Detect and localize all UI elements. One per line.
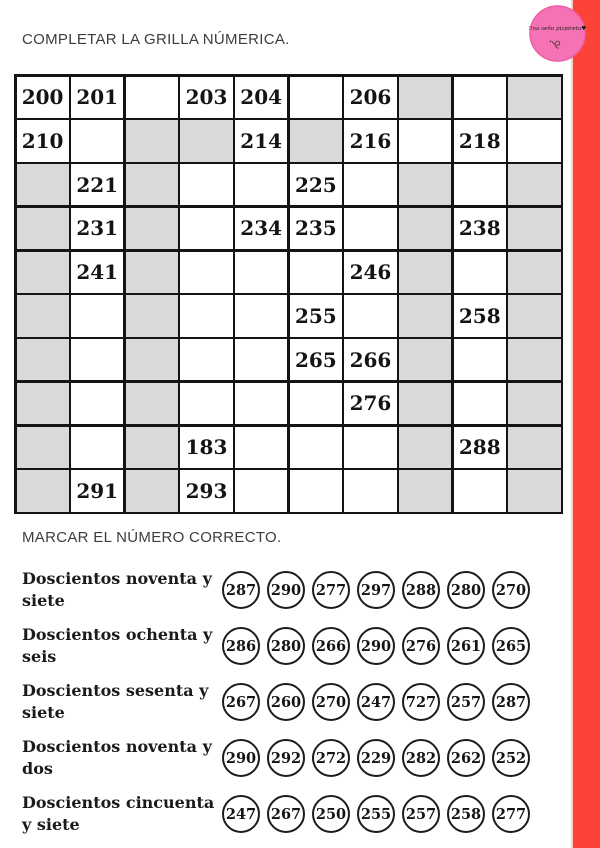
exercise-options (222, 627, 530, 665)
option-circle-250[interactable]: 250 (312, 795, 350, 833)
exercise-options (222, 571, 530, 609)
grid-cell-r4-c9: 238 (454, 208, 506, 249)
option-circle-727[interactable]: 727 (402, 683, 440, 721)
grid-cell-r8-c8[interactable] (399, 383, 451, 424)
option-circle-282[interactable]: 282 (402, 739, 440, 777)
grid-cell-r7-c9[interactable] (454, 339, 506, 380)
exercise-label: Doscientos cincuenta y siete (22, 792, 215, 834)
grid-cell-r2-c5: 214 (235, 120, 287, 161)
grid-cell-r8-c2[interactable] (71, 383, 123, 424)
exercise-label: Doscientos noventa y dos (22, 736, 212, 778)
grid-cell-r4-c10[interactable] (508, 208, 560, 249)
option-circle-257[interactable]: 257 (447, 683, 485, 721)
option-circle-280[interactable]: 280 (267, 627, 305, 665)
grid-cell-r7-c4[interactable] (180, 339, 232, 380)
option-circle-272[interactable]: 272 (312, 739, 350, 777)
grid-cell-r6-c5[interactable] (235, 295, 287, 336)
option-circle-288[interactable]: 288 (402, 571, 440, 609)
option-circle-287[interactable]: 287 (492, 683, 530, 721)
grid-cell-r3-c9[interactable] (454, 164, 506, 205)
grid-cell-r6-c10[interactable] (508, 295, 560, 336)
grid-cell-r9-c8[interactable] (399, 427, 451, 468)
teacher-logo-badge (529, 5, 586, 62)
grid-cell-r10-c7[interactable] (344, 470, 396, 511)
option-circle-266[interactable]: 266 (312, 627, 350, 665)
option-circle-292[interactable]: 292 (267, 739, 305, 777)
exercise-options (222, 795, 530, 833)
option-circle-277[interactable]: 277 (492, 795, 530, 833)
grid-cell-r7-c3[interactable] (126, 339, 178, 380)
grid-cell-r5-c5[interactable] (235, 252, 287, 293)
grid-cell-r2-c10[interactable] (508, 120, 560, 161)
option-circle-260[interactable]: 260 (267, 683, 305, 721)
grid-cell-r4-c4[interactable] (180, 208, 232, 249)
grid-cell-r2-c8[interactable] (399, 120, 451, 161)
grid-cell-r6-c7[interactable] (344, 295, 396, 336)
logo-signature-dot (550, 40, 552, 42)
grid-cell-r4-c8[interactable] (399, 208, 451, 249)
grid-cell-r7-c5[interactable] (235, 339, 287, 380)
grid-cell-r10-c9[interactable] (454, 470, 506, 511)
option-circle-255[interactable]: 255 (357, 795, 395, 833)
option-circle-257[interactable]: 257 (402, 795, 440, 833)
grid-cell-r6-c1[interactable] (17, 295, 69, 336)
grid-cell-r8-c5[interactable] (235, 383, 287, 424)
option-circle-287[interactable]: 287 (222, 571, 260, 609)
grid-cell-r10-c1[interactable] (17, 470, 69, 511)
grid-cell-r1-c4: 203 (180, 77, 232, 118)
exercise-row-1 (22, 562, 552, 618)
option-circle-277[interactable]: 277 (312, 571, 350, 609)
grid-cell-r2-c7: 216 (344, 120, 396, 161)
grid-section-title: COMPLETAR LA GRILLA NÚMERICA. (22, 31, 290, 48)
grid-cell-r9-c3[interactable] (126, 427, 178, 468)
grid-cell-r5-c9[interactable] (454, 252, 506, 293)
grid-cell-r7-c1[interactable] (17, 339, 69, 380)
grid-cell-r10-c3[interactable] (126, 470, 178, 511)
grid-cell-r6-c8[interactable] (399, 295, 451, 336)
grid-cell-r5-c6[interactable] (290, 252, 342, 293)
option-circle-229[interactable]: 229 (357, 739, 395, 777)
grid-cell-r5-c8[interactable] (399, 252, 451, 293)
grid-cell-r5-c1[interactable] (17, 252, 69, 293)
exercise-row-5 (22, 786, 552, 842)
option-circle-290[interactable]: 290 (267, 571, 305, 609)
number-grid (14, 74, 563, 514)
grid-cell-r3-c4[interactable] (180, 164, 232, 205)
grid-cell-r5-c2: 241 (71, 252, 123, 293)
grid-cell-r2-c1: 210 (17, 120, 69, 161)
option-circle-247[interactable]: 247 (357, 683, 395, 721)
option-circle-280[interactable]: 280 (447, 571, 485, 609)
grid-cell-r1-c5: 204 (235, 77, 287, 118)
grid-cell-r1-c1: 200 (17, 77, 69, 118)
grid-cell-r7-c2[interactable] (71, 339, 123, 380)
exercise-row-2 (22, 618, 552, 674)
grid-cell-r1-c9[interactable] (454, 77, 506, 118)
grid-cell-r1-c3[interactable] (126, 77, 178, 118)
grid-cell-r4-c1[interactable] (17, 208, 69, 249)
grid-cell-r4-c6: 235 (290, 208, 342, 249)
grid-cell-r7-c8[interactable] (399, 339, 451, 380)
grid-cell-r8-c7: 276 (344, 383, 396, 424)
grid-cell-r8-c3[interactable] (126, 383, 178, 424)
exercise-label: Doscientos sesenta y siete (22, 680, 209, 722)
option-circle-267[interactable]: 267 (267, 795, 305, 833)
grid-cell-r5-c4[interactable] (180, 252, 232, 293)
grid-cell-r10-c2: 291 (71, 470, 123, 511)
grid-cell-r2-c2[interactable] (71, 120, 123, 161)
grid-cell-r9-c2[interactable] (71, 427, 123, 468)
option-circle-261[interactable]: 261 (447, 627, 485, 665)
option-circle-247[interactable]: 247 (222, 795, 260, 833)
option-circle-290[interactable]: 290 (357, 627, 395, 665)
grid-cell-r1-c8[interactable] (399, 77, 451, 118)
grid-cell-r3-c1[interactable] (17, 164, 69, 205)
exercise-row-4 (22, 730, 552, 786)
grid-cell-r1-c2: 201 (71, 77, 123, 118)
grid-cell-r8-c9[interactable] (454, 383, 506, 424)
exercise-options (222, 739, 530, 777)
grid-cell-r2-c3[interactable] (126, 120, 178, 161)
grid-cell-r2-c6[interactable] (290, 120, 342, 161)
grid-cell-r3-c2: 221 (71, 164, 123, 205)
teacher-logo (529, 5, 586, 62)
grid-cell-r5-c3[interactable] (126, 252, 178, 293)
grid-cell-r8-c10[interactable] (508, 383, 560, 424)
grid-cell-r9-c9: 288 (454, 427, 506, 468)
grid-cell-r6-c9: 258 (454, 295, 506, 336)
grid-cell-r10-c8[interactable] (399, 470, 451, 511)
option-circle-290[interactable]: 290 (222, 739, 260, 777)
grid-cell-r2-c9: 218 (454, 120, 506, 161)
grid-cell-r9-c10[interactable] (508, 427, 560, 468)
exercise-row-3 (22, 674, 552, 730)
grid-cell-r7-c7: 266 (344, 339, 396, 380)
grid-cell-r6-c6: 255 (290, 295, 342, 336)
grid-cell-r9-c6[interactable] (290, 427, 342, 468)
grid-cell-r1-c6[interactable] (290, 77, 342, 118)
grid-cell-r8-c1[interactable] (17, 383, 69, 424)
grid-cell-r6-c2[interactable] (71, 295, 123, 336)
option-circle-252[interactable]: 252 (492, 739, 530, 777)
marking-section-title: MARCAR EL NÚMERO CORRECTO. (22, 529, 282, 546)
marking-exercises (22, 562, 552, 842)
logo-text: Una seño pizpireta♥ (529, 26, 586, 32)
grid-cell-r10-c6[interactable] (290, 470, 342, 511)
option-circle-286[interactable]: 286 (222, 627, 260, 665)
grid-cell-r3-c5[interactable] (235, 164, 287, 205)
grid-cell-r4-c3[interactable] (126, 208, 178, 249)
grid-cell-r10-c5[interactable] (235, 470, 287, 511)
grid-cell-r5-c7: 246 (344, 252, 396, 293)
grid-cell-r3-c10[interactable] (508, 164, 560, 205)
option-circle-262[interactable]: 262 (447, 739, 485, 777)
grid-cell-r9-c7[interactable] (344, 427, 396, 468)
grid-cell-r3-c3[interactable] (126, 164, 178, 205)
exercise-options (222, 683, 530, 721)
grid-cell-r7-c6: 265 (290, 339, 342, 380)
grid-cell-r4-c5: 234 (235, 208, 287, 249)
grid-cell-r8-c4[interactable] (180, 383, 232, 424)
grid-cell-r1-c7: 206 (344, 77, 396, 118)
option-circle-270[interactable]: 270 (312, 683, 350, 721)
exercise-label: Doscientos ochenta y seis (22, 624, 213, 666)
grid-cell-r10-c10[interactable] (508, 470, 560, 511)
grid-cell-r4-c2: 231 (71, 208, 123, 249)
grid-cell-r8-c6[interactable] (290, 383, 342, 424)
grid-cell-r10-c4: 293 (180, 470, 232, 511)
grid-cell-r6-c4[interactable] (180, 295, 232, 336)
grid-cell-r4-c7[interactable] (344, 208, 396, 249)
option-circle-258[interactable]: 258 (447, 795, 485, 833)
option-circle-270[interactable]: 270 (492, 571, 530, 609)
grid-cell-r9-c1[interactable] (17, 427, 69, 468)
grid-cell-r3-c6: 225 (290, 164, 342, 205)
grid-cell-r9-c4: 183 (180, 427, 232, 468)
exercise-label: Doscientos noventa y siete (22, 568, 212, 610)
option-circle-297[interactable]: 297 (357, 571, 395, 609)
grid-cell-r7-c10[interactable] (508, 339, 560, 380)
grid-cell-r3-c8[interactable] (399, 164, 451, 205)
option-circle-267[interactable]: 267 (222, 683, 260, 721)
grid-cell-r1-c10[interactable] (508, 77, 560, 118)
grid-cell-r9-c5[interactable] (235, 427, 287, 468)
grid-cell-r3-c7[interactable] (344, 164, 396, 205)
grid-cell-r6-c3[interactable] (126, 295, 178, 336)
right-accent-bar (571, 0, 600, 848)
option-circle-276[interactable]: 276 (402, 627, 440, 665)
option-circle-265[interactable]: 265 (492, 627, 530, 665)
grid-cell-r2-c4[interactable] (180, 120, 232, 161)
grid-cell-r5-c10[interactable] (508, 252, 560, 293)
